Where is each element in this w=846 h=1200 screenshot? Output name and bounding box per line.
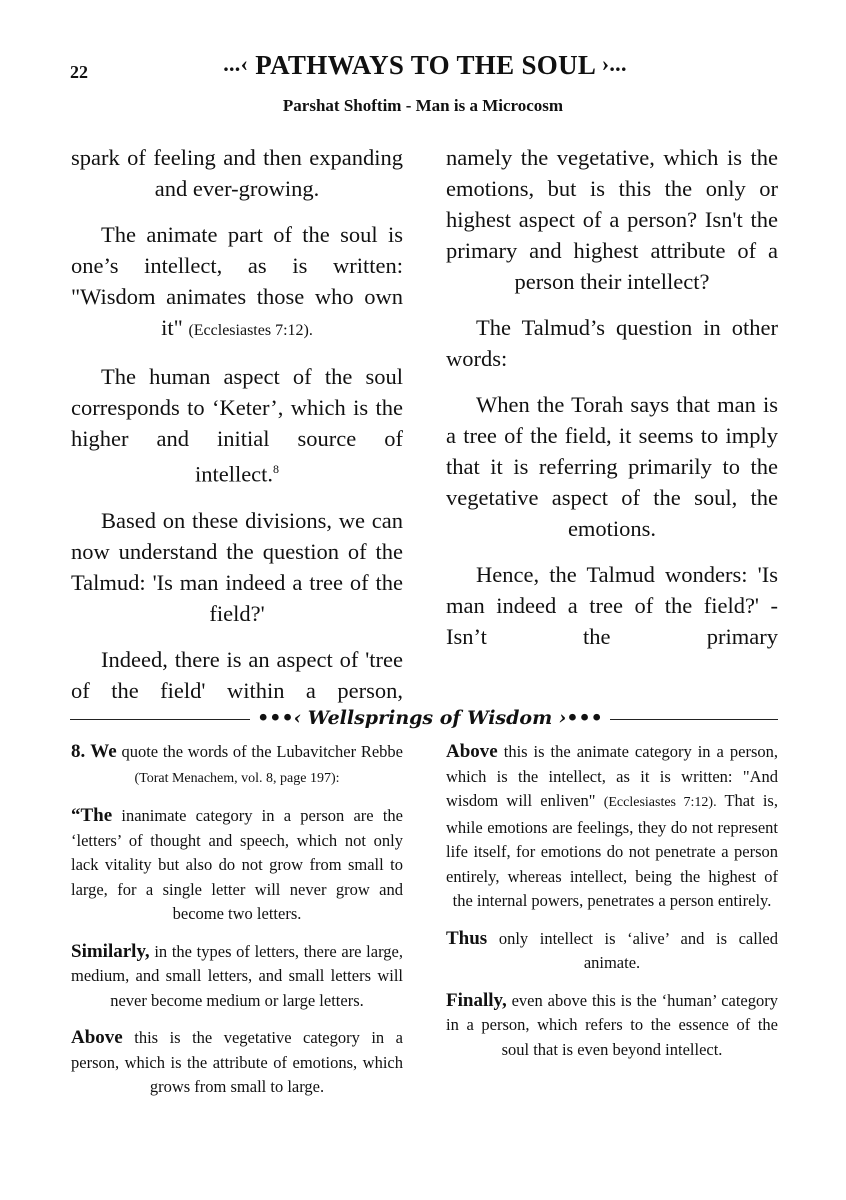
- divider-rule: [610, 719, 778, 720]
- chapter-subtitle: Parshat Shoftim - Man is a Microcosm: [282, 96, 564, 115]
- footnote-text: even above this is the ‘human’ category in a person, which refers to the essence of the soul that is even beyond intellect.: [446, 990, 778, 1059]
- paragraph: When the Torah says that man is a tree of the field, it seems to imply that it is referring primarily to the vegetative aspect of the soul, the emotions.: [446, 392, 778, 541]
- footnote-lead: 8. We: [71, 741, 117, 762]
- paragraph: [71, 361, 403, 490]
- footnote-text: That is, while emotions are feelings, they do not represent life itself, for emotions do not penetrate a person entirely, whereas intellect, being the highest of the internal powers, penetrates a person entirely.: [446, 791, 778, 910]
- divider-label: •••‹ Wellsprings of Wisdom ›•••: [257, 707, 603, 729]
- footnote-text: inanimate category in a person are the ‘letters’ of thought and speech, which not only lack vitality but also do not grow from small to large, for a single letter will never grow and become two letters.: [71, 806, 403, 923]
- paragraph: spark of feeling and then expanding and ever-growing.: [71, 145, 403, 201]
- paragraph-text: The human aspect of the soul corresponds to ‘Keter’, which is the higher and initial source of intellect.: [71, 364, 403, 487]
- paragraph: The Talmud’s question in other words:: [446, 315, 778, 371]
- footnote-marker[interactable]: 8: [273, 462, 280, 476]
- footnote-paragraph: [71, 740, 403, 791]
- main-column-right: [446, 142, 778, 667]
- footnote-text: this is the vegetative category in a person, which is the attribute of emotions, which grows from small to large.: [71, 1028, 403, 1096]
- paragraph: Hence, the Talmud wonders: 'Is man indeed a tree of the field?' - Isn’t the primary: [446, 562, 778, 649]
- paragraph: Based on these divisions, we can now understand the question of the Talmud: 'Is man indeed a tree of the field?': [71, 507, 403, 626]
- footnote-lead: Above: [71, 1027, 123, 1048]
- footnote-paragraph: [446, 989, 778, 1063]
- footnote-paragraph: [71, 1026, 403, 1100]
- citation: (Torat Menachem, vol. 8, page 197):: [134, 770, 340, 786]
- section-divider: [70, 707, 778, 731]
- citation: (Ecclesiastes 7:12).: [188, 322, 313, 339]
- footnote-lead: Above: [446, 741, 498, 762]
- ornament-left-icon: ...‹: [223, 51, 249, 76]
- page-number: 22: [70, 62, 88, 82]
- footnote-column-right: [446, 740, 778, 1075]
- citation: (Ecclesiastes 7:12).: [603, 795, 717, 810]
- divider-rule: [70, 719, 250, 720]
- running-head: [130, 50, 720, 81]
- footnote-lead: Finally,: [446, 989, 507, 1011]
- footnote-paragraph: [71, 804, 403, 927]
- book-title: PATHWAYS TO THE SOUL: [255, 50, 595, 80]
- footnote-text: quote the words of the Lubavitcher Rebbe: [116, 742, 403, 761]
- footnote-lead: Similarly,: [71, 940, 150, 962]
- footnote-paragraph: [446, 927, 778, 976]
- footnote-text: this is the animate category in a person, which is the intellect, as it is written: "And wisdom will enliven": [446, 742, 778, 810]
- paragraph: [71, 219, 403, 346]
- ornament-right-icon: ›...: [601, 51, 627, 76]
- paragraph: namely the vegetative, which is the emotions, but is this the only or highest aspect of a person? Isn't the primary and highest attribute of a person their intellect?: [446, 145, 778, 294]
- footnote-lead: Thus: [446, 927, 488, 949]
- footnote-paragraph: [446, 740, 778, 914]
- main-column-left: [71, 142, 403, 721]
- footnote-column-left: [71, 740, 403, 1113]
- footnote-text: in the types of letters, there are large, medium, and small letters, and small letters will never become medium or large letters.: [71, 941, 403, 1010]
- paragraph-text: The animate part of the soul is one’s intellect, as is written: "Wisdom animates those who own it": [71, 222, 403, 340]
- footnote-lead: “The: [71, 805, 113, 826]
- footnote-text: only intellect is ‘alive’ and is called animate.: [487, 928, 778, 972]
- footnote-paragraph: [71, 940, 403, 1014]
- paragraph: Indeed, there is an aspect of 'tree of the field' within a person,: [71, 646, 403, 703]
